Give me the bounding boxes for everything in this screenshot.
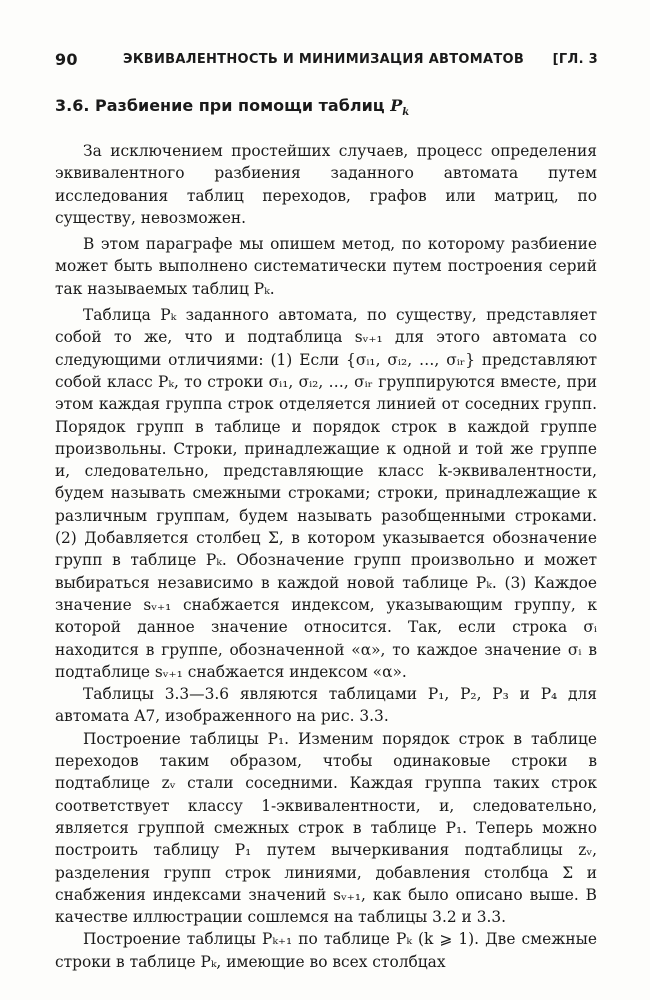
running-title: ЭКВИВАЛЕНТНОСТЬ И МИНИМИЗАЦИЯ АВТОМАТОВ [123, 52, 525, 67]
section-symbol: P [390, 96, 403, 115]
paragraph: В этом параграфе мы опишем метод, по которому разбиение может быть выполнено систематически путем построения серий так называемых таблиц Pₖ. [55, 235, 597, 298]
section-number: 3.6. [55, 96, 90, 115]
body-text [55, 140, 597, 973]
section-title: Разбиение при помощи таблиц [95, 96, 385, 115]
running-header [55, 50, 598, 74]
paragraph: Построение таблицы Pₖ₊₁ по таблице Pₖ (k ⩾ 1). Две смежные строки в таблице Pₖ, имеющие во всех столбцах [55, 930, 597, 971]
section-heading [55, 96, 410, 119]
paragraph: Таблица Pₖ заданного автомата, по существу, представляет собой то же, что и подтаблица sᵥ₊₁ для этого автомата со следующими отличиями: (1) Если {σᵢ₁, σᵢ₂, …, σᵢᵣ} представляют собой класс Pₖ, то строки σᵢ₁, σᵢ₂, …, σᵢᵣ группируются вместе, при этом каждая группа строк отделяется линией от соседних групп. Порядок групп в таблице и порядок строк в каждой группе произвольны. Строки, принадлежащие к одной и той же группе и, следовательно, представляющие класс k-эквивалентности, будем называть смежными строками; строки, принадлежащие к различным группам, будем называть разобщенными строками. (2) Добавляется столбец Σ, в котором указывается обозначение групп в таблице Pₖ. Обозначение групп произвольно и может выбираться независимо в каждой новой таблице Pₖ. (3) Каждое значение sᵥ₊₁ снабжается индексом, указывающим группу, к которой данное значение относится. Так, если строка σᵢ находится в группе, обозначенной «α», то каждое значение σᵢ в подтаблице sᵥ₊₁ снабжается индексом «α». [55, 306, 597, 681]
chapter-label: [ГЛ. 3 [552, 52, 598, 67]
paragraph: За исключением простейших случаев, процесс определения эквивалентного разбиения заданного автомата путем исследования таблиц переходов, графов или матриц, по существу, невозможен. [55, 142, 597, 227]
paragraph: Построение таблицы P₁. Изменим порядок строк в таблице переходов таким образом, чтобы одинаковые строки в подтаблице zᵥ стали соседними. Каждая группа таких строк соответствует классу 1-эквивалентности, и, следовательно, является группой смежных строк в таблице P₁. Теперь можно построить таблицу P₁ путем вычеркивания подтаблицы zᵥ, разделения групп строк линиями, добавления столбца Σ и снабжения индексами значений sᵥ₊₁, как было описано выше. В качестве иллюстрации сошлемся на таблицы 3.2 и 3.3. [55, 729, 597, 927]
page-number: 90 [55, 50, 78, 69]
section-symbol-sub: k [402, 107, 410, 119]
paragraph: Таблицы 3.3—3.6 являются таблицами P₁, P₂, P₃ и P₄ для автомата A7, изображенного на рис. 3.3. [55, 685, 597, 726]
